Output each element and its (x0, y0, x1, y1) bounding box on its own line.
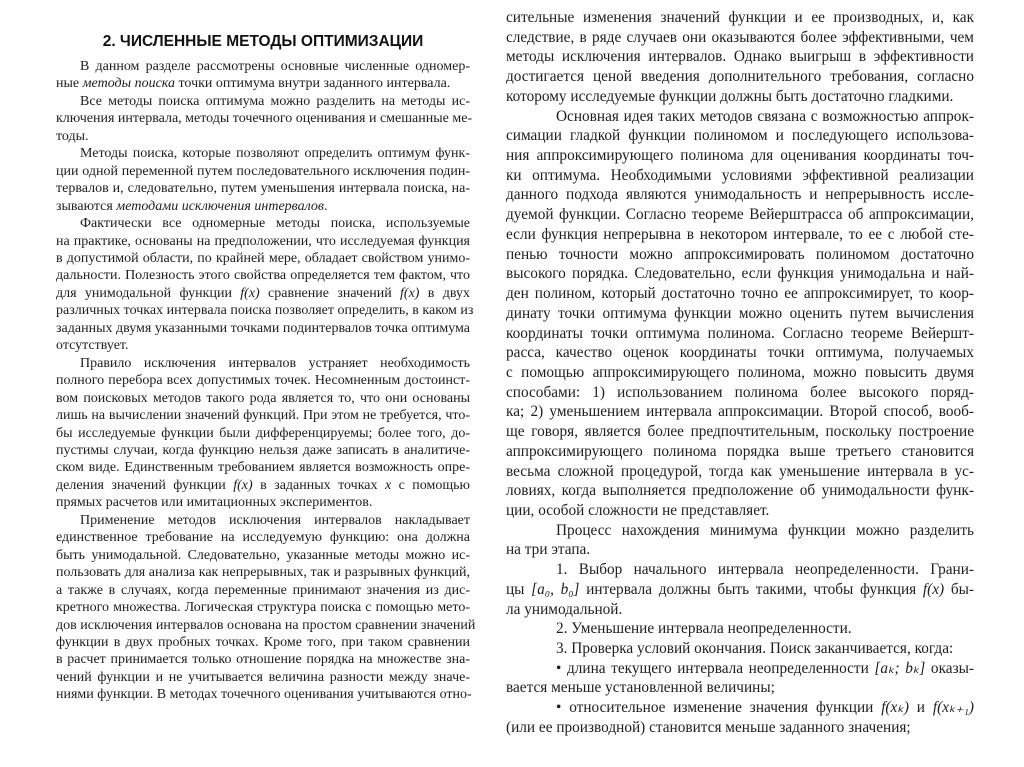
text-line: пустимы случаи, когда функцию нельзя даже записать в аналитиче- (56, 442, 470, 458)
text-line: в расчет принимается только отношение порядка на множестве зна- (56, 652, 470, 668)
text-line: (или ее производной) становится меньше заданного значения; (506, 718, 911, 736)
text-line: аппроксимирующего полинома порядка выше третьего становится (506, 442, 974, 460)
text-line (506, 659, 974, 679)
text-line: лишь на вычислении значений функций. При этом не требуется, что- (56, 408, 470, 424)
text-segment: интервала должны быть такими, чтобы функция (579, 580, 923, 598)
text-line: 3. Проверка условий окончания. Поиск заканчивается, когда: (556, 640, 954, 657)
text-line: высокого порядка. Следовательно, если функция унимодальна и най- (506, 265, 974, 283)
paragraph (506, 698, 974, 737)
text-line: ла унимодальной. (506, 600, 623, 618)
text-line: функции в двух пробных точках. Кроме того, при таком сравнении (56, 634, 470, 650)
paragraph (506, 639, 974, 659)
text-line: отсутствует. (56, 338, 129, 354)
text-line: дуемой функции. Согласно теореме Вейерштрасса об аппроксимации, (506, 206, 974, 224)
text-line: симации гладкой функции полиномом и последующего использова- (506, 127, 974, 145)
text-line: ки оптимума. Необходимыми условиями эффективной реализации (506, 166, 974, 184)
text-segment: • относительное изменение значения функции (556, 699, 882, 717)
paragraph (56, 93, 473, 145)
math-expression: f(x) (400, 285, 420, 301)
text-segment: бы- (944, 580, 974, 598)
math-expression: [aₖ; bₖ] (874, 659, 926, 677)
text-line: которому исследуемые функции должны быть достаточно гладкими. (506, 87, 954, 105)
text-line: весьма сложной процедурой, тогда как уменьшение интервала в ус- (506, 462, 974, 480)
text-line: с помощью аппроксимирующего полинома, можно повысить двумя (506, 363, 974, 381)
text-line: вается меньше установленной величины; (506, 679, 775, 697)
section-title: 2. ЧИСЛЕННЫЕ МЕТОДЫ ОПТИМИЗАЦИИ (102, 33, 424, 50)
right-column (506, 8, 974, 738)
text-line: Методы поиска, которые позволяют определить оптимум функ- (80, 146, 470, 162)
text-line: расса, качество оценок координаты точки оптимума, получаемых (506, 344, 974, 362)
text-line: прямых расчетов или имитационных экспериментов. (56, 495, 373, 511)
text-line: ции одной переменной путем последовательного исключения подин- (56, 163, 470, 179)
text-line: различных точках интервала поиска позволяет определить, в каком из (56, 303, 474, 319)
text-line: данного подхода являются унимодальность и непрерывность иссле- (506, 186, 974, 204)
paragraph (506, 659, 974, 698)
text-line: 2. Уменьшение интервала неопределенности. (556, 620, 852, 638)
text-segment: в заданных точках (252, 477, 385, 493)
text-line: ден полином, который достаточно точно ее аппроксимирует, то коор- (506, 285, 974, 303)
text-segment: с помощью (391, 477, 470, 493)
math-expression: [a₀, b₀] (531, 580, 580, 598)
text-segment: оказы- (925, 659, 974, 677)
text-line: дов исключения интервалов основана на простом сравнении значений (56, 617, 476, 633)
text-line: пользовать для анализа как непрерывных, так и разрывных функций, (56, 565, 470, 581)
text-line: динату точки оптимума функции можно оценить путем вычисления (506, 304, 974, 322)
text-line: координаты точки оптимума полинома. Согласно теореме Вейершт- (506, 324, 974, 342)
paragraph (506, 8, 974, 107)
text-segment: зываются (56, 198, 117, 214)
text-line: Фактически все одномерные методы поиска, используемые (80, 216, 470, 232)
text-line: кретного множества. Логическая структура поиска с помощью мето- (56, 600, 470, 616)
math-expression: f(x) (922, 580, 945, 598)
text-line: единственное требование на исследуемую функцию: она должна (56, 530, 470, 546)
paragraph (56, 512, 476, 704)
text-line: если функция непрерывна в некотором интервале, то ее с любой сте- (506, 225, 974, 243)
text-segment: . (324, 198, 328, 214)
math-expression: f(x) (240, 285, 260, 301)
math-expression: f(xₖ) (881, 699, 909, 717)
text-line (56, 75, 470, 92)
text-segment: и (908, 699, 933, 717)
text-segment: в двух (419, 285, 470, 301)
text-segment: точки оптимума внутри заданного интервала. (175, 76, 451, 92)
left-column (56, 58, 476, 704)
text-line (56, 198, 470, 215)
paragraph (56, 58, 470, 93)
text-line: Применение методов исключения интервалов накладывает (80, 512, 470, 528)
text-line: методы исключения интервалов. Однако выигрыш в эффективности (506, 48, 974, 66)
text-line: 1. Выбор начального интервала неопределенности. Грани- (556, 561, 974, 579)
text-line: ниями функции. В методах точечного оценивания учитываются отно- (56, 687, 472, 703)
paragraph (56, 215, 474, 355)
text-line: ском виде. Единственным требованием является возможность опре- (56, 460, 470, 476)
text-line (56, 285, 470, 302)
text-line (506, 580, 974, 600)
paragraph (506, 619, 974, 639)
text-line: Основная идея таких методов связана с возможностью аппрок- (556, 107, 974, 125)
text-line (506, 698, 974, 718)
paragraph (56, 355, 470, 512)
italic-term: методы поиска (82, 76, 175, 92)
text-line: ключения интервала, методы точечного оценивания и смешанные ме- (56, 111, 473, 127)
text-line: ции, особой сложности не представляет. (506, 501, 770, 519)
text-line: Правило исключения интервалов устраняет необходимость (80, 355, 470, 371)
text-line: следствие, в ряде случаев они оказываются более эффективными, чем (506, 28, 974, 46)
paragraph (506, 560, 974, 619)
text-line: бы исследуемые функции были дифференцируемы; более того, до- (56, 425, 470, 441)
text-line: на практике, основаны на предположении, что исследуемая функция (56, 233, 470, 249)
text-line: чений функции и не учитывается величина разности между значе- (56, 669, 470, 685)
text-line: ка; 2) уменьшением интервала аппроксимации. Второй способ, вооб- (506, 403, 974, 421)
math-expression: x (384, 477, 392, 493)
italic-term: методами исключения интервалов (116, 198, 324, 214)
text-line: пенью точности можно аппроксимировать полиномом достаточно (506, 245, 974, 263)
math-expression: f(xₖ₊₁) (932, 699, 974, 717)
text-line: ловиях, когда выполняется предположение об унимодальности функ- (506, 482, 974, 500)
text-line: вом поисковых методов такого рода является то, что они основаны (56, 390, 470, 406)
text-line: полного перебора всех допустимых точек. Несомненным достоинст- (56, 373, 470, 389)
text-line: дальности. Полезность этого свойства определяется тем фактом, что (56, 268, 470, 284)
paragraph (56, 145, 470, 215)
text-segment: • длина текущего интервала неопределенности (556, 659, 875, 677)
text-line: на три этапа. (506, 541, 591, 559)
math-expression: f(x) (233, 477, 253, 493)
paragraph (506, 107, 974, 521)
text-line: В данном разделе рассмотрены основные численные одномер- (80, 59, 470, 74)
text-line: способами: 1) использованием полинома более высокого поряд- (506, 383, 974, 401)
text-line: быть унимодальной. Следовательно, указанные методы можно ис- (56, 547, 470, 563)
text-line: Все методы поиска оптимума можно разделить на методы ис- (80, 93, 470, 109)
text-line: тоды. (56, 128, 89, 144)
text-line: Процесс нахождения минимума функции можно разделить (556, 521, 974, 539)
text-line: ще говоря, является более предпочтительным, поскольку построение (506, 423, 974, 441)
text-segment: деления значений функции (56, 477, 234, 493)
text-segment: для унимодальной функции (56, 285, 241, 301)
text-line (56, 477, 470, 494)
text-line: сительные изменения значений функции и ее производных, и, как (506, 9, 974, 26)
text-segment: сравнение значений (259, 285, 401, 301)
text-line: тервалов и, следовательно, путем уменьшения интервала поиска, на- (56, 181, 470, 197)
text-line: а также в случаях, когда переменные принимают значения из дис- (56, 582, 470, 598)
text-line: заданных двумя указанными точками подинтервалов точка оптимума (56, 320, 470, 336)
text-line: достигается ценой введения дополнительного требования, согласно (506, 68, 974, 86)
text-segment: цы (506, 580, 532, 598)
paragraph (506, 521, 974, 560)
text-line: ния аппроксимирующего полинома для оценивания координаты точ- (506, 147, 974, 165)
text-segment: ные (56, 76, 83, 92)
text-line: в допустимой области, по крайней мере, обладает свойством унимо- (56, 250, 470, 266)
